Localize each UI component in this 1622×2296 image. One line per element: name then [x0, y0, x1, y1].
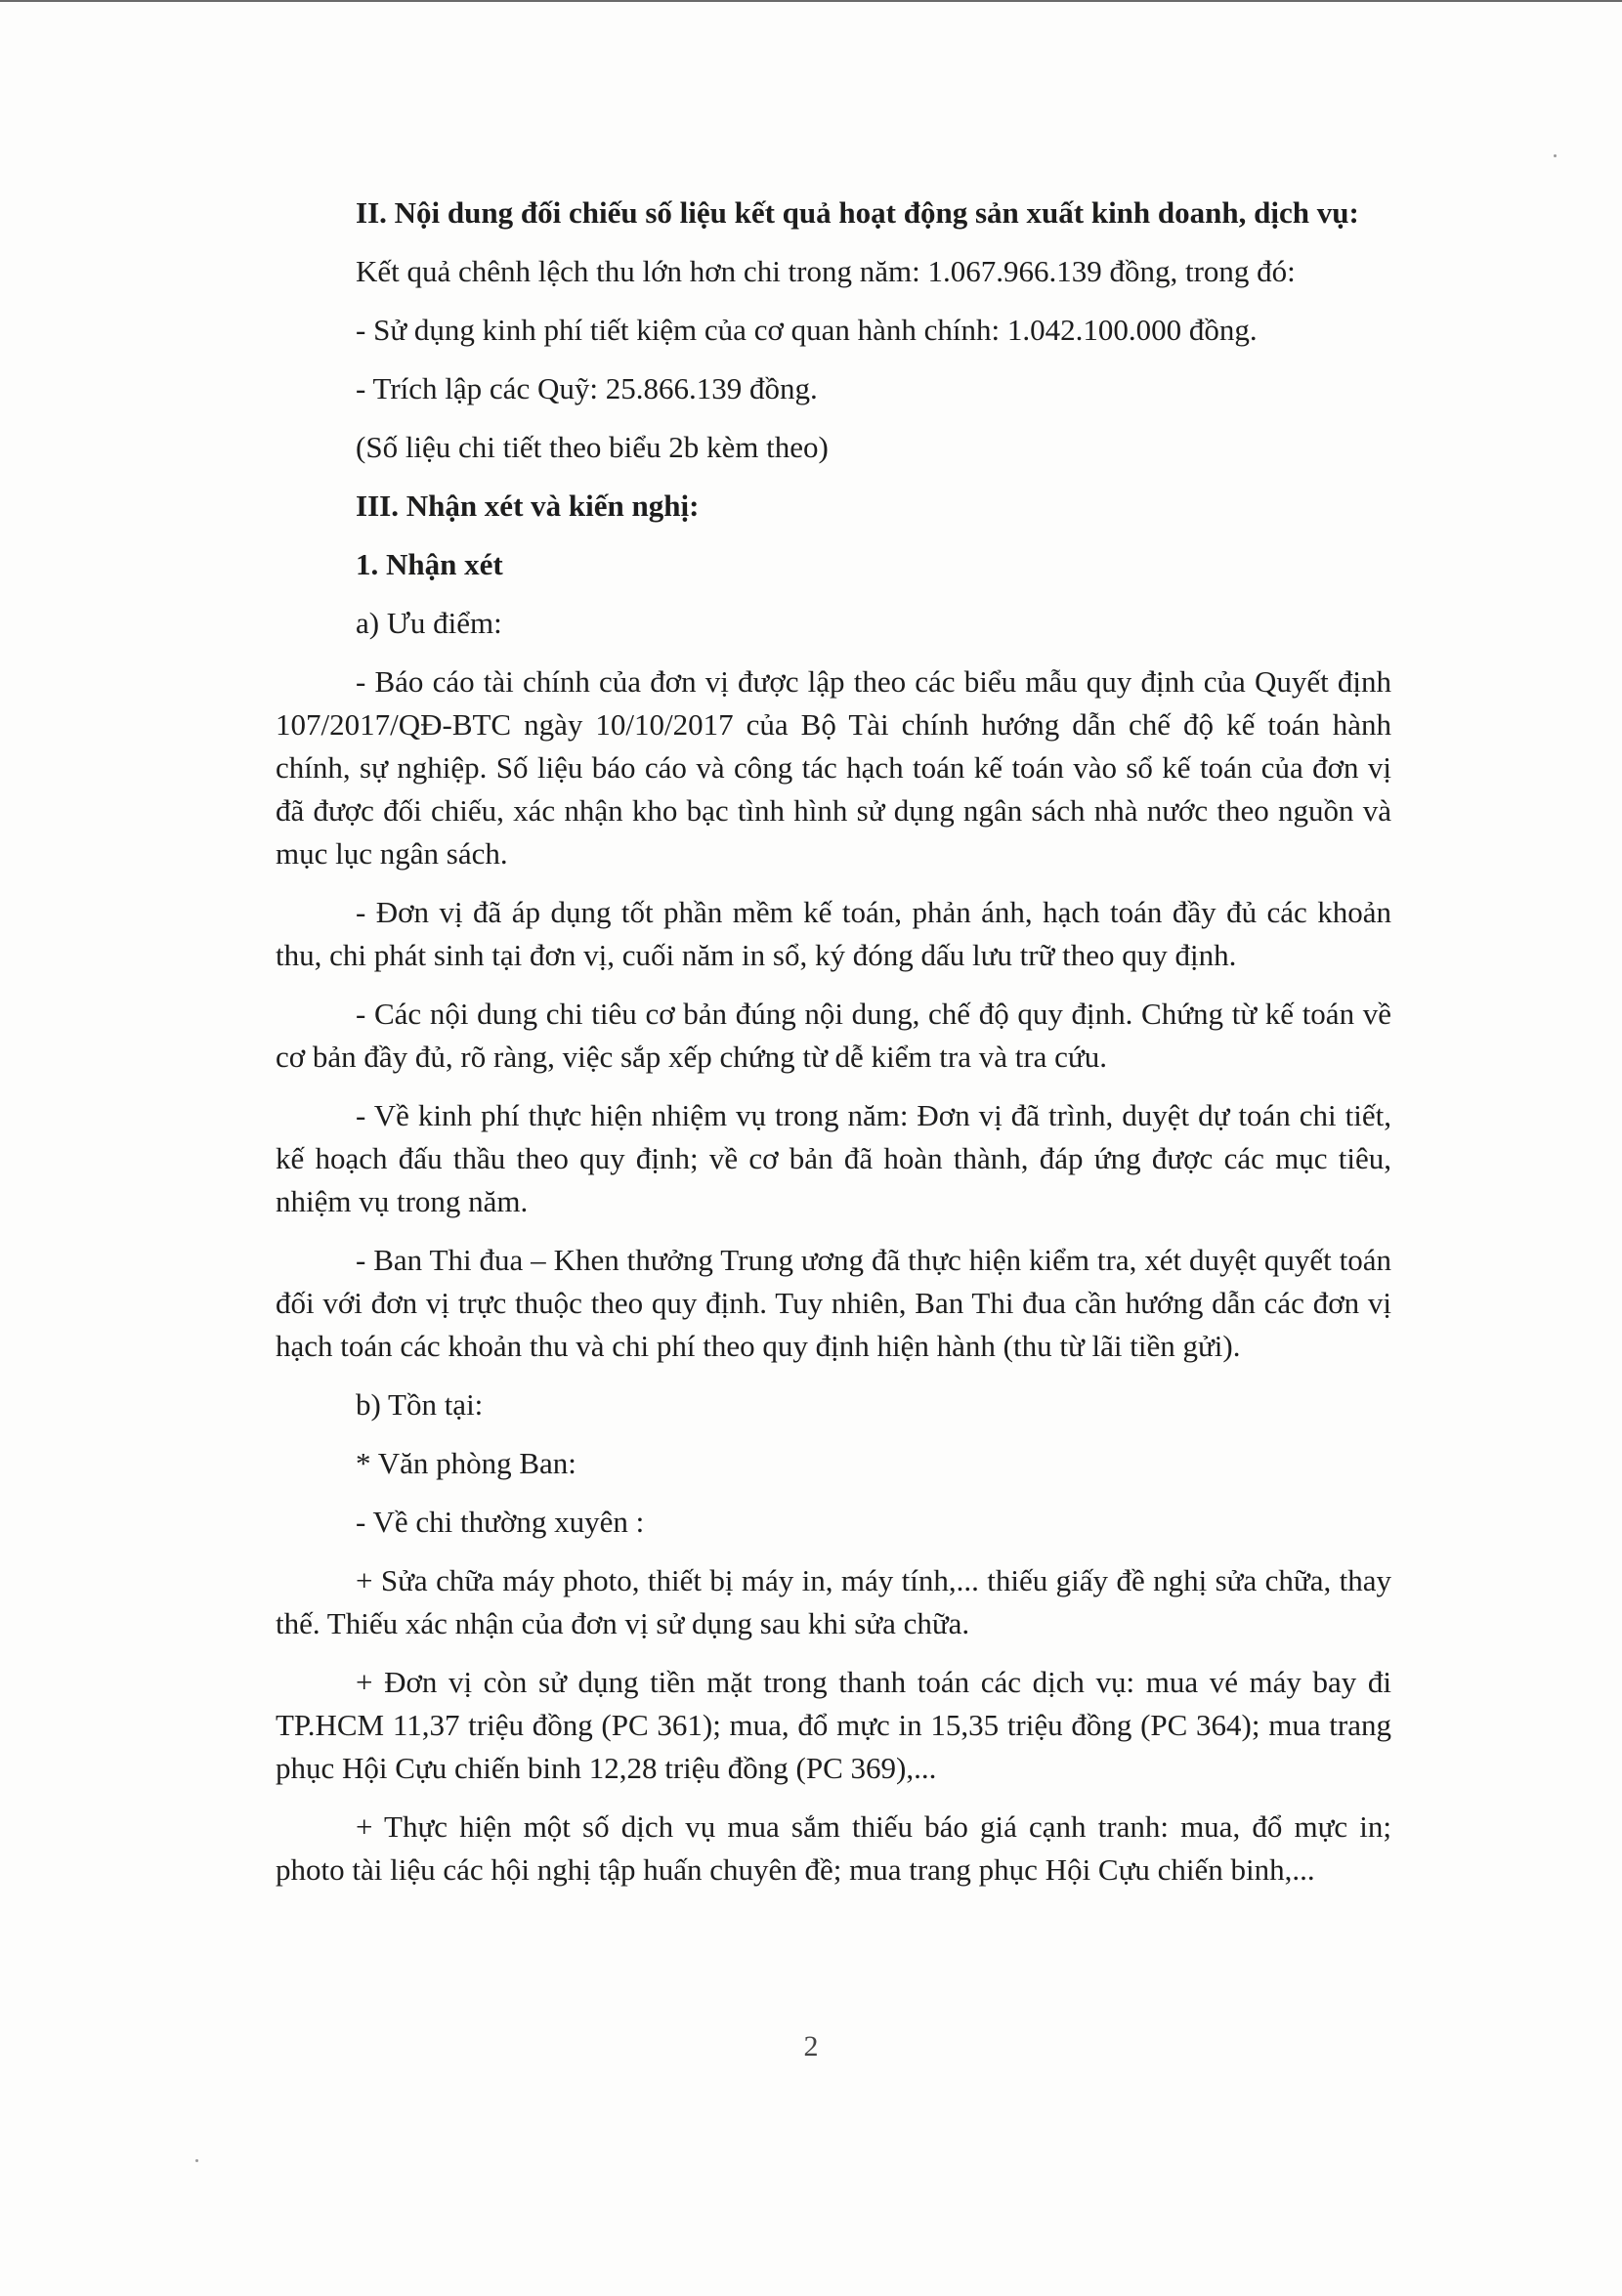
- advantages-paragraph: - Đơn vị đã áp dụng tốt phần mềm kế toán, phản ánh, hạch toán đầy đủ các khoản thu, chi phát sinh tại đơn vị, cuối năm in sổ, ký đóng dấu lưu trữ theo quy định.: [276, 895, 1391, 972]
- scan-top-edge: [0, 0, 1622, 2]
- advantages-paragraph: - Ban Thi đua – Khen thưởng Trung ương đã thực hiện kiểm tra, xét duyệt quyết toán đối với đơn vị trực thuộc theo quy định. Tuy nhiên, Ban Thi đua cần hướng dẫn các đơn vị hạch toán các khoản thu và chi phí theo quy định hiện hành (thu từ lãi tiền gửi).: [276, 1243, 1391, 1363]
- shortcomings-paragraph: + Sửa chữa máy photo, thiết bị máy in, máy tính,... thiếu giấy đề nghị sửa chữa, thay thế. Thiếu xác nhận của đơn vị sử dụng sau khi sửa chữa.: [276, 1563, 1391, 1640]
- advantages-label: a) Ưu điểm:: [356, 606, 502, 640]
- subsection-1-heading: 1. Nhận xét: [356, 547, 503, 581]
- section-2-heading: II. Nội dung đối chiếu số liệu kết quả hoạt động sản xuất kinh doanh, dịch vụ:: [356, 195, 1359, 230]
- scan-speck: [195, 2159, 198, 2162]
- office-label: * Văn phòng Ban:: [356, 1446, 576, 1480]
- advantages-paragraph: - Về kinh phí thực hiện nhiệm vụ trong năm: Đơn vị đã trình, duyệt dự toán chi tiết, kế hoạch đấu thầu theo quy định; về cơ bản đã hoàn thành, đáp ứng được các mục tiêu, nhiệm vụ trong năm.: [276, 1098, 1391, 1218]
- shortcomings-paragraph: + Đơn vị còn sử dụng tiền mặt trong thanh toán các dịch vụ: mua vé máy bay đi TP.HCM 11,37 triệu đồng (PC 361); mua, đổ mực in 15,35 triệu đồng (PC 364); mua trang phục Hội Cựu chiến binh 12,28 triệu đồng (PC 369),...: [276, 1665, 1391, 1785]
- savings-usage-line: - Sử dụng kinh phí tiết kiệm của cơ quan hành chính: 1.042.100.000 đồng.: [356, 313, 1258, 347]
- advantages-paragraph: - Các nội dung chi tiêu cơ bản đúng nội dung, chế độ quy định. Chứng từ kế toán về cơ bản đầy đủ, rõ ràng, việc sắp xếp chứng từ dễ kiểm tra và tra cứu.: [276, 997, 1391, 1074]
- scan-speck: [1554, 154, 1557, 157]
- document-body: [276, 191, 1391, 1892]
- shortcomings-label: b) Tồn tại:: [356, 1387, 484, 1422]
- regular-spending-label: - Về chi thường xuyên :: [356, 1505, 645, 1539]
- shortcomings-paragraph: + Thực hiện một số dịch vụ mua sắm thiếu báo giá cạnh tranh: mua, đổ mực in; photo tài liệu các hội nghị tập huấn chuyên đề; mua trang phục Hội Cựu chiến binh,...: [276, 1809, 1391, 1887]
- page-number: 2: [803, 2030, 819, 2062]
- fund-allocation-line: - Trích lập các Quỹ: 25.866.139 đồng.: [356, 371, 818, 405]
- result-summary-line: Kết quả chênh lệch thu lớn hơn chi trong năm: 1.067.966.139 đồng, trong đó:: [356, 254, 1296, 288]
- detail-reference-line: (Số liệu chi tiết theo biểu 2b kèm theo): [356, 430, 829, 464]
- section-3-heading: III. Nhận xét và kiến nghị:: [356, 489, 700, 523]
- advantages-paragraph: - Báo cáo tài chính của đơn vị được lập theo các biểu mẫu quy định của Quyết định 107/2017/QĐ-BTC ngày 10/10/2017 của Bộ Tài chính hướng dẫn chế độ kế toán hành chính, sự nghiệp. Số liệu báo cáo và công tác hạch toán kế toán vào sổ kế toán của đơn vị đã được đối chiếu, xác nhận kho bạc tình hình sử dụng ngân sách nhà nước theo nguồn và mục lục ngân sách.: [276, 664, 1391, 871]
